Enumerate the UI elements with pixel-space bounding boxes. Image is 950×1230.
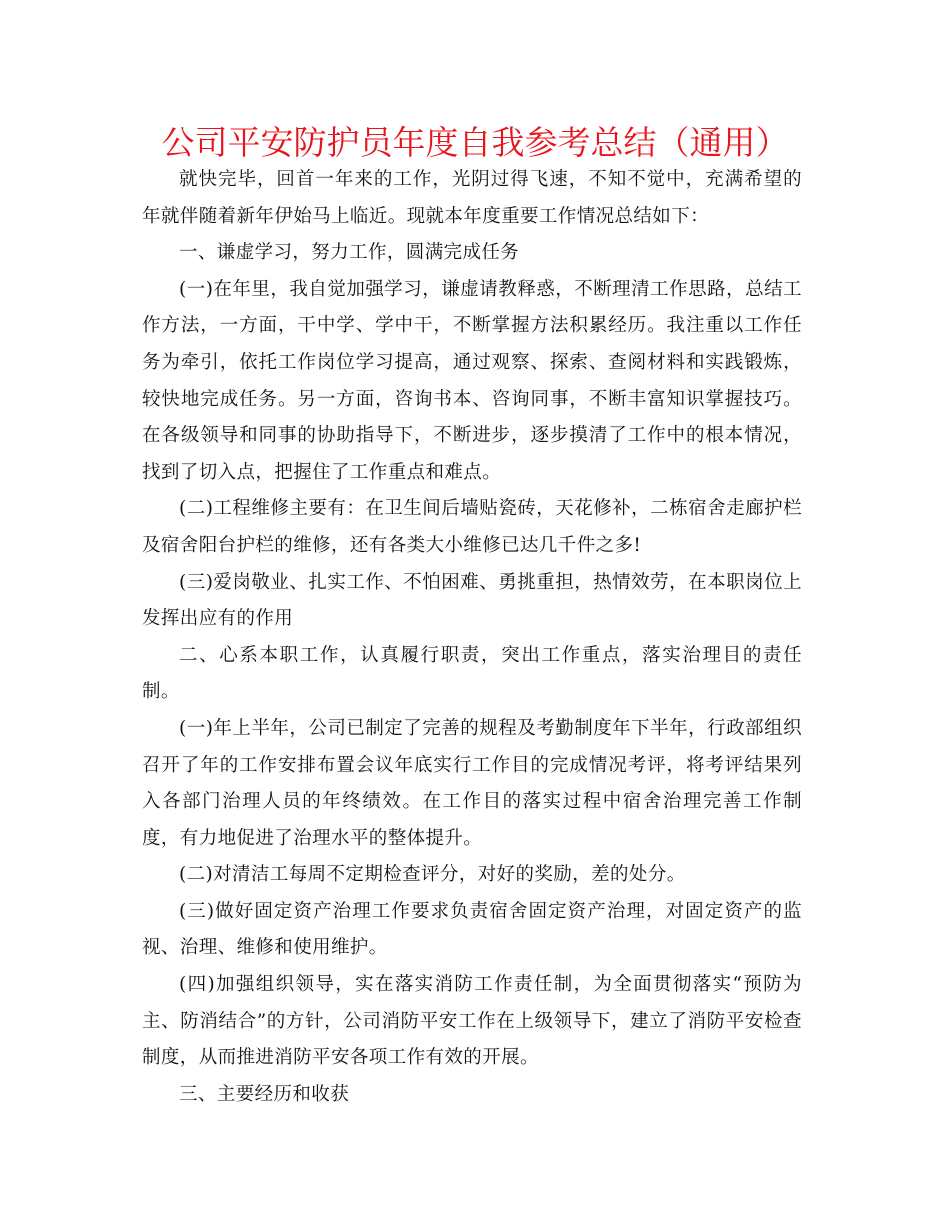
- paragraph-2-3: (三)做好固定资产治理工作要求负责宿舍固定资产治理，对固定资产的监视、治理、维修和使用维护。: [142, 900, 802, 959]
- section-heading-1: 一、谦虚学习，努力工作，圆满完成任务: [179, 242, 520, 264]
- document-title: 公司平安防护员年度自我参考总结（通用）: [161, 123, 789, 162]
- section-heading-3: 三、主要经历和收获: [179, 1083, 350, 1105]
- paragraph-1-1: (一)在年里，我自觉加强学习，谦虚请教释惑，不断理清工作思路，总结工作方法，一方面，干中学、学中干，不断掌握方法积累经历。我注重以工作任务为牵引，依托工作岗位学习提高，通过观察、探索、查阅材料和实践锻炼，较快地完成任务。另一方面，咨询书本、咨询同事，不断丰富知识掌握技巧。在各级领导和同事的协助指导下，不断进步，逐步摸清了工作中的根本情况，找到了切入点，把握住了工作重点和难点。: [142, 278, 802, 483]
- paragraph-2-2: (二)对清洁工每周不定期检查评分，对好的奖励，差的处分。: [179, 864, 686, 886]
- document-body: [142, 162, 802, 1113]
- paragraph-1-3: (三)爱岗敬业、扎实工作、不怕困难、勇挑重担，热情效劳，在本职岗位上发挥出应有的作用: [142, 571, 802, 630]
- section-heading-2: 二、心系本职工作，认真履行职责，突出工作重点，落实治理目的责任制。: [142, 644, 802, 703]
- paragraph-2-4: (四)加强组织领导，实在落实消防工作责任制，为全面贯彻落实“预防为主、防消结合”的方针，公司消防平安工作在上级领导下，建立了消防平安检查制度，从而推进消防平安各项工作有效的开展。: [142, 974, 802, 1069]
- paragraph-1-2: (二)工程维修主要有：在卫生间后墙贴瓷砖，天花修补，二栋宿舍走廊护栏及宿舍阳台护栏的维修，还有各类大小维修已达几千件之多!: [142, 498, 802, 556]
- paragraph-2-1: (一)年上半年，公司已制定了完善的规程及考勤制度年下半年，行政部组织召开了年的工作安排布置会议年底实行工作目的完成情况考评，将考评结果列入各部门治理人员的年终绩效。在工作目的落实过程中宿舍治理完善工作制度，有力地促进了治理水平的整体提升。: [142, 717, 802, 849]
- paragraph-intro: 就快完毕，回首一年来的工作，光阴过得飞速，不知不觉中，充满希望的年就伴随着新年伊始马上临近。现就本年度重要工作情况总结如下：: [142, 169, 802, 227]
